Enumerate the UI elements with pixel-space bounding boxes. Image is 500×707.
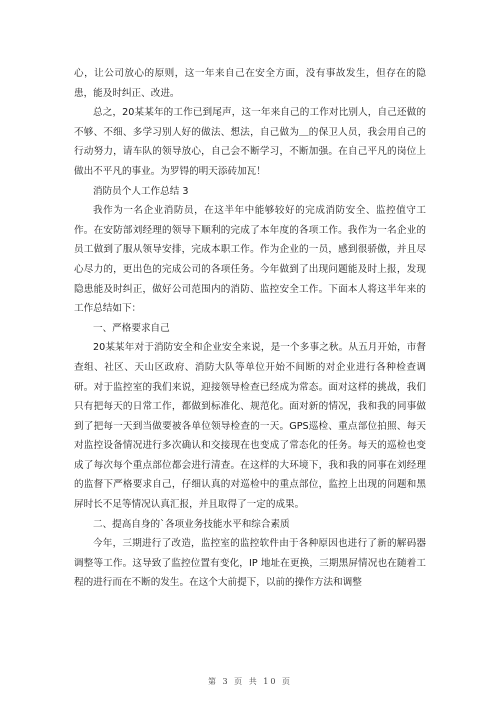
document-body xyxy=(74,64,426,593)
section-title: 消防员个人工作总结 3 xyxy=(93,185,189,197)
paragraph-intro: 我作为一名企业消防员，在这半年中能够较好的完成消防安全、监控值守工作。在安防部刘经理的领导下顺利的完成了本年度的各项工作。我作为一名企业的员工做到了服从领导安排，完成本职工作。作为企业的一员，感到很骄傲，并且尽心尽力的，更出色的完成公司的各项任务。今年做到了出现问题能及时上报，发现隐患能及时纠正，做好公司范围内的消防、监控安全工作。下面本人将这半年来的工作总结如下： xyxy=(74,205,426,315)
paragraph-section-2: 今年，三期进行了改造，监控室的监控软件由于各种原因也进行了新的解码器调整等工作。这导致了监控位置有变化，IP 地址在更换，三期黑屏情况也在随着工程的进行而在不断的发生。在这个大前提下，以前的操作方法和调整 xyxy=(74,538,426,589)
paragraph-1: 心，让公司放心的原则，这一年来自己在安全方面，没有事故发生，但存在的隐患，能及时纠正、改进。 xyxy=(74,68,426,99)
heading-2: 二、提高自身的`各项业务技能水平和综合素质 xyxy=(93,518,290,530)
page-number-footer: 第 3 页 共 10 页 xyxy=(208,677,292,686)
paragraph-2: 总之，20某某年的工作已到尾声，这一年来自己的工作对比别人，自己还做的不够、不细、多学习别人好的做法、想法，自己做为＿的保卫人员，我会用自己的行动努力，请车队的领导放心，自己会不断学习，不断加强。在自己平凡的岗位上做出不平凡的事业。为罗锝的明天添砖加瓦！ xyxy=(74,107,426,177)
heading-1: 一、严格要求自己 xyxy=(93,322,170,334)
paragraph-section-1: 20某某年对于消防安全和企业安全来说，是一个多事之秋。从五月开始，市督查组、社区、天山区政府、消防大队等单位开始不间断的对企业进行各种检查调研。对于监控室的我们来说，迎接领导检查已经成为常态。面对这样的挑战，我们只有把每天的日常工作，都做到标准化、规范化。面对新的情况，我和我的同事做到了把每一天到当做要被各单位领导检查的一天。GPS巡检、重点部位拍照、每天对监控设备情况进行多次确认和交接现在也变成了常态化的任务。每天的巡检也变成了每次每个重点部位都会进行清查。在这样的大环境下，我和我的同事在刘经理的监督下严格要求自己，仔细认真的对巡检中的重点部位，监控上出现的问题和黑屏时长不足等情况认真汇报，并且取得了一定的成果。 xyxy=(74,342,426,511)
